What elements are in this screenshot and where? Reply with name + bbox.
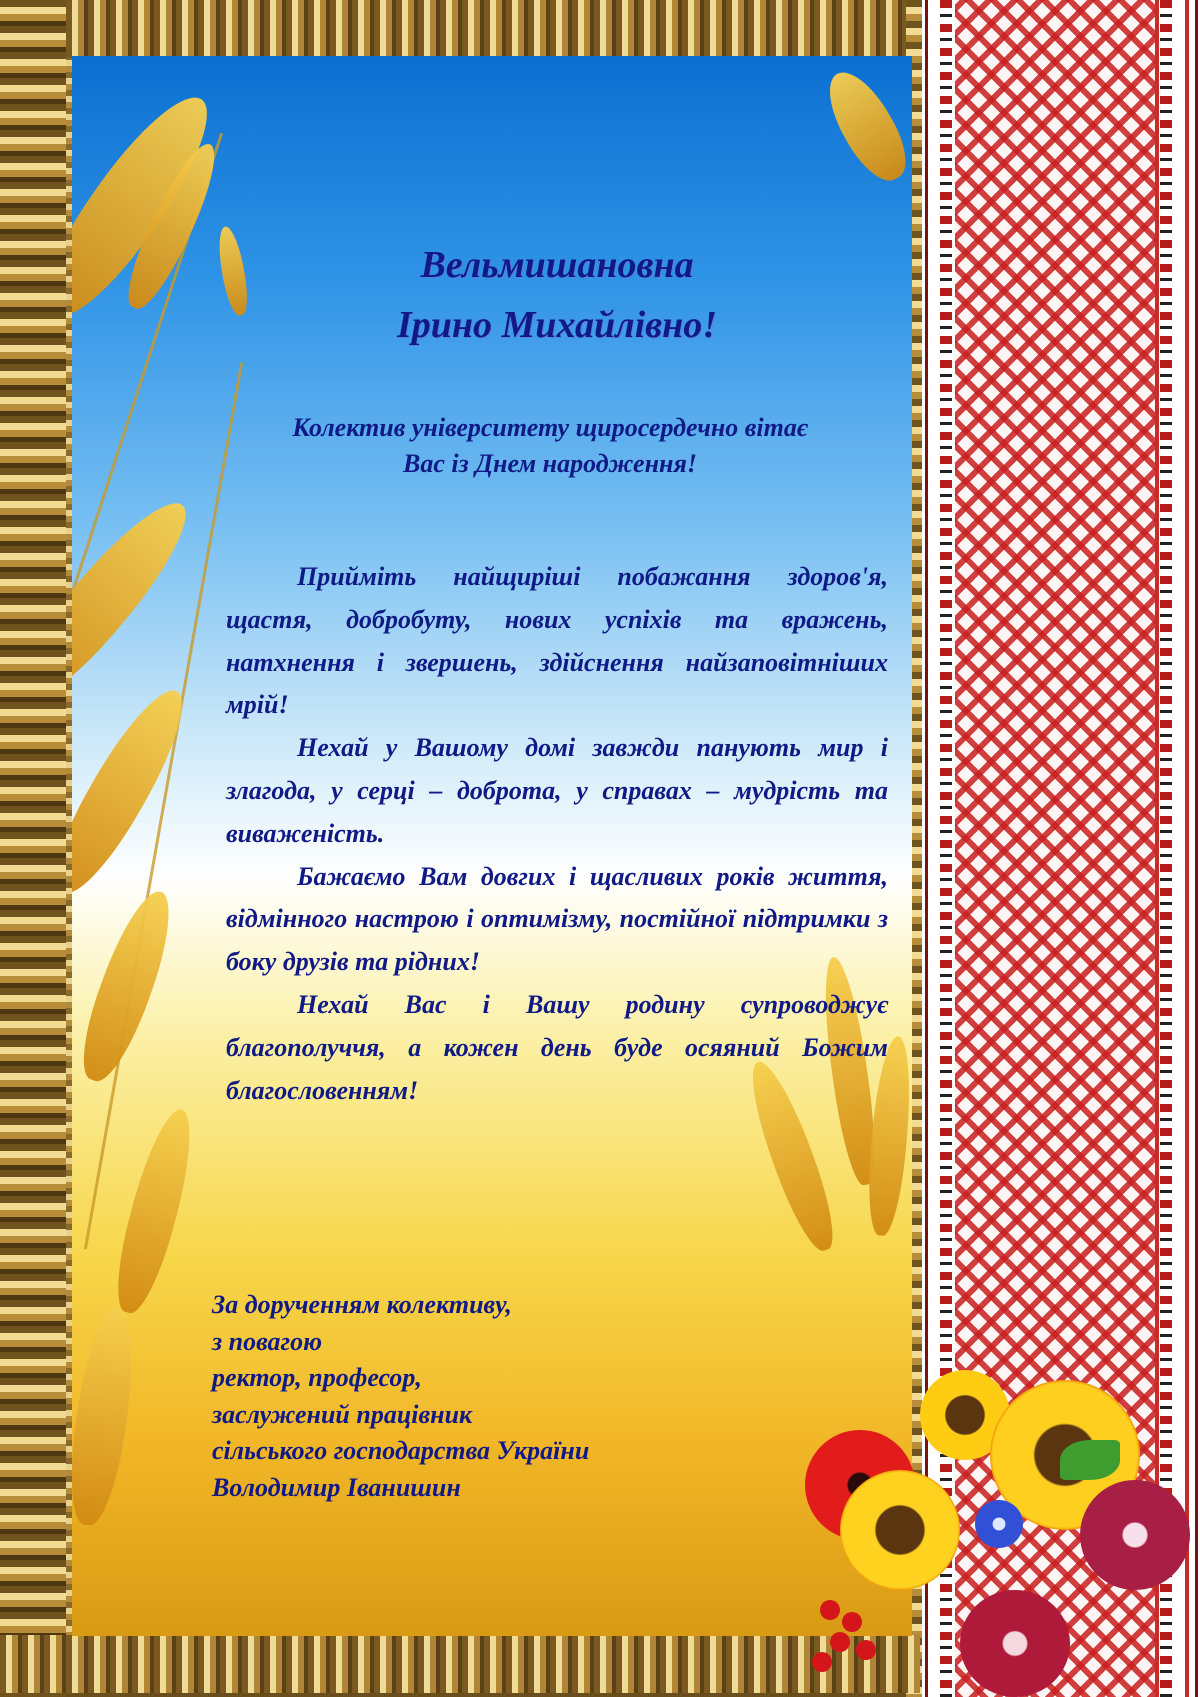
greeting-line-1: Вельмишановна (420, 244, 694, 286)
leaf-icon (1060, 1440, 1120, 1480)
signature-line: сільського господарства України (212, 1436, 590, 1465)
viburnum-berry-icon (820, 1600, 840, 1620)
signature-block (212, 1287, 832, 1506)
sunflower-icon (840, 1470, 960, 1590)
intro-line-1: Колектив університету щиросердечно вітає (292, 413, 808, 442)
intro (200, 410, 900, 482)
wheat-ear-icon (72, 1304, 142, 1529)
greeting (72, 235, 1042, 355)
intro-line-2: Вас із Днем народження! (403, 449, 697, 478)
cornflower-icon (975, 1500, 1023, 1548)
viburnum-berry-icon (856, 1640, 876, 1660)
paragraph: Нехай у Вашому домі завжди панують мир і злагода, у серці – доброта, у справах – мудрість та виваженість. (226, 733, 888, 848)
signature-line: За дорученням колективу, (212, 1290, 512, 1319)
frame-top-rail (0, 0, 920, 58)
signature-line: з повагою (212, 1326, 323, 1356)
wheat-ear-icon (72, 883, 185, 1088)
signature-line: заслужений працівник (212, 1399, 473, 1429)
frame-left-rail (0, 0, 66, 1697)
viburnum-berry-icon (830, 1632, 850, 1652)
paragraph: Бажаємо Вам довгих і щасливих років життя, відмінного настрою і оптимізму, постійної підтримки з боку друзів та рідних! (226, 861, 888, 977)
wheat-ear-icon (815, 62, 912, 191)
paragraph: Нехай Вас і Вашу родину супроводжує благополуччя, а кожен день буде осяяний Божим благословенням! (226, 989, 888, 1105)
mallow-icon (1080, 1480, 1190, 1590)
towel-border-right (1160, 0, 1172, 1697)
viburnum-berry-icon (842, 1612, 862, 1632)
paragraph: Прийміть найщиріші побажання здоров'я, щастя, добробуту, нових успіхів та вражень, натхнення і звершень, здійснення найзаповітніших мрій! (226, 562, 888, 720)
mallow-icon (960, 1590, 1070, 1697)
signer-name: Володимир Іванишин (212, 1472, 461, 1502)
wheat-ear-icon (106, 1104, 204, 1318)
viburnum-berry-icon (812, 1652, 832, 1672)
signature-line: ректор, професор, (212, 1363, 422, 1392)
frame-bottom-rail (0, 1635, 920, 1693)
wheat-ear-icon (72, 678, 201, 905)
greeting-line-2: Ірино Михайлівно! (397, 304, 717, 346)
letter-body (226, 556, 888, 1112)
